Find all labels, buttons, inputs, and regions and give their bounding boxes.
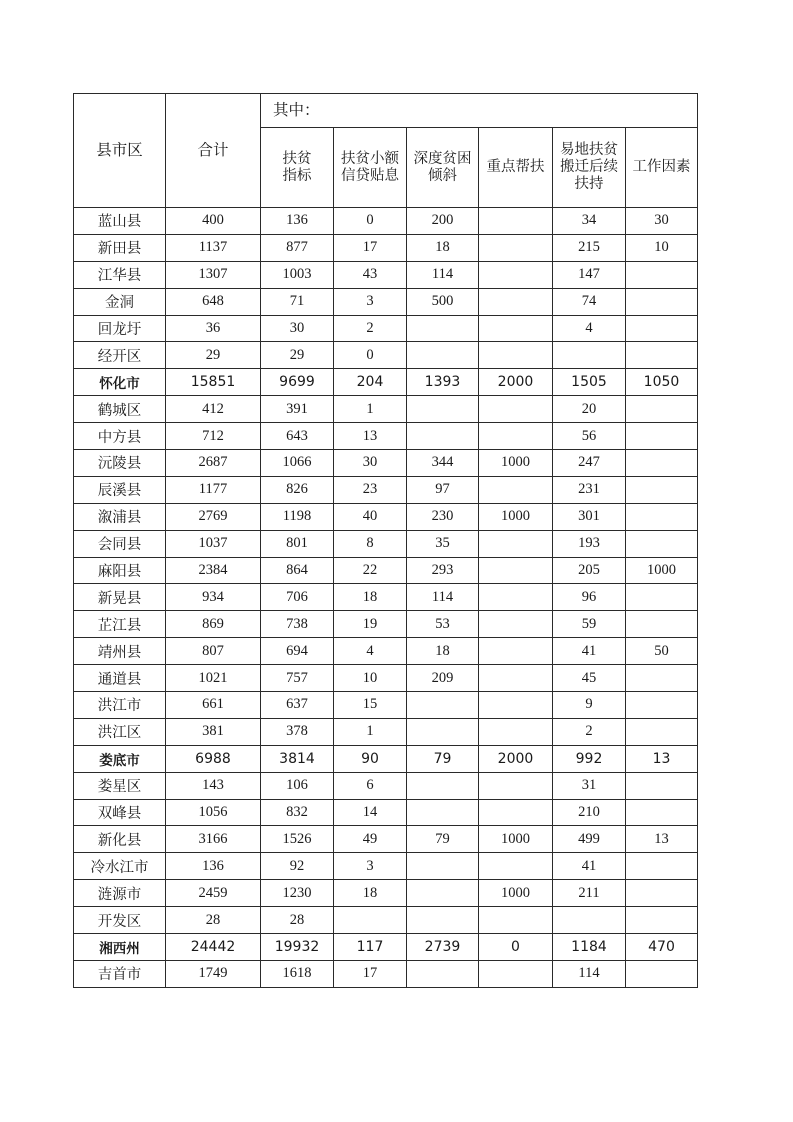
header-region: 县市区 bbox=[74, 94, 166, 208]
header-col-microcredit-subsidy: 扶贫小额 信贷贴息 bbox=[334, 128, 407, 208]
cell-key-assistance bbox=[479, 530, 553, 557]
table-row bbox=[74, 692, 698, 719]
cell-work-factor: 13 bbox=[626, 826, 698, 853]
table-row bbox=[74, 718, 698, 745]
cell-region: 靖州县 bbox=[74, 638, 166, 665]
cell-region: 江华县 bbox=[74, 261, 166, 288]
cell-relocation-support: 301 bbox=[553, 503, 626, 530]
cell-work-factor bbox=[626, 530, 698, 557]
cell-work-factor bbox=[626, 772, 698, 799]
table-row bbox=[74, 772, 698, 799]
cell-region: 新田县 bbox=[74, 234, 166, 261]
cell-poverty-quota: 706 bbox=[261, 584, 334, 611]
cell-deep-poverty: 35 bbox=[407, 530, 479, 557]
cell-microcredit-subsidy: 49 bbox=[334, 826, 407, 853]
table-row bbox=[74, 208, 698, 235]
table-row bbox=[74, 423, 698, 450]
cell-poverty-quota: 738 bbox=[261, 611, 334, 638]
cell-poverty-quota: 1198 bbox=[261, 503, 334, 530]
cell-poverty-quota: 864 bbox=[261, 557, 334, 584]
cell-key-assistance: 0 bbox=[479, 934, 553, 961]
cell-total: 807 bbox=[166, 638, 261, 665]
cell-total: 143 bbox=[166, 772, 261, 799]
cell-deep-poverty bbox=[407, 880, 479, 907]
cell-relocation-support: 2 bbox=[553, 718, 626, 745]
cell-work-factor bbox=[626, 907, 698, 934]
cell-region: 开发区 bbox=[74, 907, 166, 934]
cell-poverty-quota: 643 bbox=[261, 423, 334, 450]
header-total: 合计 bbox=[166, 94, 261, 208]
cell-poverty-quota: 92 bbox=[261, 853, 334, 880]
table-row bbox=[74, 557, 698, 584]
cell-microcredit-subsidy: 15 bbox=[334, 692, 407, 719]
cell-work-factor bbox=[626, 880, 698, 907]
table-row bbox=[74, 799, 698, 826]
cell-microcredit-subsidy: 19 bbox=[334, 611, 407, 638]
cell-deep-poverty bbox=[407, 396, 479, 423]
cell-relocation-support: 114 bbox=[553, 960, 626, 987]
cell-work-factor bbox=[626, 665, 698, 692]
cell-work-factor bbox=[626, 342, 698, 369]
cell-work-factor bbox=[626, 503, 698, 530]
cell-key-assistance bbox=[479, 261, 553, 288]
table-row bbox=[74, 450, 698, 477]
cell-relocation-support: 211 bbox=[553, 880, 626, 907]
cell-total: 400 bbox=[166, 208, 261, 235]
cell-microcredit-subsidy: 90 bbox=[334, 745, 407, 772]
cell-microcredit-subsidy: 13 bbox=[334, 423, 407, 450]
cell-microcredit-subsidy: 1 bbox=[334, 396, 407, 423]
cell-relocation-support bbox=[553, 342, 626, 369]
cell-key-assistance bbox=[479, 423, 553, 450]
cell-poverty-quota: 30 bbox=[261, 315, 334, 342]
cell-deep-poverty: 1393 bbox=[407, 369, 479, 396]
header-of-which: 其中： bbox=[261, 94, 698, 128]
cell-region: 经开区 bbox=[74, 342, 166, 369]
cell-microcredit-subsidy: 18 bbox=[334, 880, 407, 907]
cell-work-factor: 50 bbox=[626, 638, 698, 665]
cell-key-assistance bbox=[479, 611, 553, 638]
cell-relocation-support: 499 bbox=[553, 826, 626, 853]
cell-relocation-support: 205 bbox=[553, 557, 626, 584]
cell-microcredit-subsidy: 30 bbox=[334, 450, 407, 477]
cell-region: 湘西州 bbox=[74, 934, 166, 961]
cell-work-factor: 470 bbox=[626, 934, 698, 961]
cell-work-factor: 1050 bbox=[626, 369, 698, 396]
cell-relocation-support: 96 bbox=[553, 584, 626, 611]
cell-key-assistance bbox=[479, 584, 553, 611]
table-row bbox=[74, 665, 698, 692]
cell-microcredit-subsidy: 3 bbox=[334, 288, 407, 315]
cell-relocation-support: 247 bbox=[553, 450, 626, 477]
cell-key-assistance: 1000 bbox=[479, 450, 553, 477]
cell-relocation-support: 4 bbox=[553, 315, 626, 342]
cell-total: 28 bbox=[166, 907, 261, 934]
header-col-work-factor: 工作因素 bbox=[626, 128, 698, 208]
table-row bbox=[74, 261, 698, 288]
cell-deep-poverty: 200 bbox=[407, 208, 479, 235]
cell-poverty-quota: 832 bbox=[261, 799, 334, 826]
cell-relocation-support: 210 bbox=[553, 799, 626, 826]
cell-region: 芷江县 bbox=[74, 611, 166, 638]
cell-microcredit-subsidy: 204 bbox=[334, 369, 407, 396]
cell-work-factor: 10 bbox=[626, 234, 698, 261]
table-row bbox=[74, 342, 698, 369]
cell-key-assistance bbox=[479, 557, 553, 584]
cell-relocation-support: 59 bbox=[553, 611, 626, 638]
cell-poverty-quota: 637 bbox=[261, 692, 334, 719]
cell-key-assistance: 1000 bbox=[479, 503, 553, 530]
cell-region: 麻阳县 bbox=[74, 557, 166, 584]
cell-deep-poverty: 97 bbox=[407, 476, 479, 503]
cell-work-factor bbox=[626, 476, 698, 503]
cell-microcredit-subsidy: 14 bbox=[334, 799, 407, 826]
cell-total: 3166 bbox=[166, 826, 261, 853]
cell-deep-poverty: 344 bbox=[407, 450, 479, 477]
header-col-key-assistance: 重点帮扶 bbox=[479, 128, 553, 208]
cell-microcredit-subsidy: 6 bbox=[334, 772, 407, 799]
table-row bbox=[74, 584, 698, 611]
cell-microcredit-subsidy: 8 bbox=[334, 530, 407, 557]
table-row bbox=[74, 288, 698, 315]
cell-deep-poverty: 53 bbox=[407, 611, 479, 638]
cell-total: 1749 bbox=[166, 960, 261, 987]
cell-work-factor bbox=[626, 718, 698, 745]
cell-total: 2687 bbox=[166, 450, 261, 477]
cell-key-assistance bbox=[479, 665, 553, 692]
cell-total: 24442 bbox=[166, 934, 261, 961]
cell-region: 新晃县 bbox=[74, 584, 166, 611]
cell-deep-poverty: 230 bbox=[407, 503, 479, 530]
cell-poverty-quota: 29 bbox=[261, 342, 334, 369]
cell-work-factor bbox=[626, 423, 698, 450]
cell-work-factor bbox=[626, 261, 698, 288]
cell-total: 1137 bbox=[166, 234, 261, 261]
cell-poverty-quota: 9699 bbox=[261, 369, 334, 396]
cell-region: 鹤城区 bbox=[74, 396, 166, 423]
cell-deep-poverty bbox=[407, 853, 479, 880]
cell-total: 381 bbox=[166, 718, 261, 745]
cell-total: 661 bbox=[166, 692, 261, 719]
table-row bbox=[74, 880, 698, 907]
cell-microcredit-subsidy: 23 bbox=[334, 476, 407, 503]
cell-total: 2769 bbox=[166, 503, 261, 530]
cell-microcredit-subsidy: 4 bbox=[334, 638, 407, 665]
cell-region: 蓝山县 bbox=[74, 208, 166, 235]
cell-poverty-quota: 801 bbox=[261, 530, 334, 557]
cell-relocation-support bbox=[553, 907, 626, 934]
cell-microcredit-subsidy: 17 bbox=[334, 234, 407, 261]
cell-poverty-quota: 378 bbox=[261, 718, 334, 745]
cell-total: 2384 bbox=[166, 557, 261, 584]
table-row bbox=[74, 396, 698, 423]
cell-poverty-quota: 1003 bbox=[261, 261, 334, 288]
cell-poverty-quota: 1230 bbox=[261, 880, 334, 907]
cell-poverty-quota: 826 bbox=[261, 476, 334, 503]
cell-total: 1021 bbox=[166, 665, 261, 692]
cell-deep-poverty bbox=[407, 960, 479, 987]
cell-key-assistance bbox=[479, 234, 553, 261]
cell-work-factor bbox=[626, 450, 698, 477]
cell-work-factor bbox=[626, 611, 698, 638]
cell-total: 1056 bbox=[166, 799, 261, 826]
cell-poverty-quota: 28 bbox=[261, 907, 334, 934]
cell-work-factor bbox=[626, 584, 698, 611]
cell-poverty-quota: 136 bbox=[261, 208, 334, 235]
cell-total: 648 bbox=[166, 288, 261, 315]
cell-deep-poverty: 18 bbox=[407, 234, 479, 261]
cell-key-assistance: 1000 bbox=[479, 826, 553, 853]
cell-total: 712 bbox=[166, 423, 261, 450]
cell-key-assistance bbox=[479, 315, 553, 342]
header-col-deep-poverty: 深度贫困 倾斜 bbox=[407, 128, 479, 208]
cell-region: 金洞 bbox=[74, 288, 166, 315]
table-row bbox=[74, 476, 698, 503]
cell-total: 1177 bbox=[166, 476, 261, 503]
cell-relocation-support: 1505 bbox=[553, 369, 626, 396]
cell-region: 娄底市 bbox=[74, 745, 166, 772]
cell-relocation-support: 215 bbox=[553, 234, 626, 261]
cell-relocation-support: 992 bbox=[553, 745, 626, 772]
cell-work-factor bbox=[626, 315, 698, 342]
cell-key-assistance: 1000 bbox=[479, 880, 553, 907]
cell-total: 1037 bbox=[166, 530, 261, 557]
table-row bbox=[74, 853, 698, 880]
cell-key-assistance bbox=[479, 772, 553, 799]
cell-total: 15851 bbox=[166, 369, 261, 396]
cell-relocation-support: 41 bbox=[553, 853, 626, 880]
header-col-relocation-support: 易地扶贫 搬迁后续 扶持 bbox=[553, 128, 626, 208]
cell-total: 1307 bbox=[166, 261, 261, 288]
cell-relocation-support: 41 bbox=[553, 638, 626, 665]
cell-region: 怀化市 bbox=[74, 369, 166, 396]
table-row bbox=[74, 638, 698, 665]
cell-key-assistance bbox=[479, 960, 553, 987]
cell-key-assistance bbox=[479, 476, 553, 503]
cell-deep-poverty bbox=[407, 315, 479, 342]
cell-deep-poverty bbox=[407, 423, 479, 450]
cell-key-assistance: 2000 bbox=[479, 369, 553, 396]
cell-work-factor: 1000 bbox=[626, 557, 698, 584]
cell-deep-poverty bbox=[407, 799, 479, 826]
cell-region: 吉首市 bbox=[74, 960, 166, 987]
cell-deep-poverty: 293 bbox=[407, 557, 479, 584]
cell-deep-poverty bbox=[407, 907, 479, 934]
cell-region: 双峰县 bbox=[74, 799, 166, 826]
cell-key-assistance bbox=[479, 907, 553, 934]
cell-total: 869 bbox=[166, 611, 261, 638]
cell-key-assistance: 2000 bbox=[479, 745, 553, 772]
cell-poverty-quota: 3814 bbox=[261, 745, 334, 772]
cell-key-assistance bbox=[479, 718, 553, 745]
cell-work-factor: 13 bbox=[626, 745, 698, 772]
cell-region: 洪江区 bbox=[74, 718, 166, 745]
table-row bbox=[74, 826, 698, 853]
cell-total: 36 bbox=[166, 315, 261, 342]
cell-poverty-quota: 694 bbox=[261, 638, 334, 665]
cell-region: 回龙圩 bbox=[74, 315, 166, 342]
cell-poverty-quota: 391 bbox=[261, 396, 334, 423]
cell-relocation-support: 9 bbox=[553, 692, 626, 719]
cell-key-assistance bbox=[479, 853, 553, 880]
cell-relocation-support: 31 bbox=[553, 772, 626, 799]
cell-relocation-support: 1184 bbox=[553, 934, 626, 961]
cell-region: 中方县 bbox=[74, 423, 166, 450]
cell-microcredit-subsidy: 0 bbox=[334, 342, 407, 369]
cell-poverty-quota: 106 bbox=[261, 772, 334, 799]
cell-poverty-quota: 71 bbox=[261, 288, 334, 315]
cell-deep-poverty: 114 bbox=[407, 584, 479, 611]
cell-microcredit-subsidy: 17 bbox=[334, 960, 407, 987]
cell-poverty-quota: 1066 bbox=[261, 450, 334, 477]
cell-microcredit-subsidy: 10 bbox=[334, 665, 407, 692]
cell-relocation-support: 147 bbox=[553, 261, 626, 288]
cell-deep-poverty: 18 bbox=[407, 638, 479, 665]
cell-key-assistance bbox=[479, 288, 553, 315]
cell-key-assistance bbox=[479, 396, 553, 423]
cell-deep-poverty bbox=[407, 772, 479, 799]
cell-microcredit-subsidy: 43 bbox=[334, 261, 407, 288]
cell-total: 29 bbox=[166, 342, 261, 369]
table-row bbox=[74, 907, 698, 934]
cell-region: 涟源市 bbox=[74, 880, 166, 907]
cell-key-assistance bbox=[479, 692, 553, 719]
cell-deep-poverty bbox=[407, 718, 479, 745]
cell-poverty-quota: 1618 bbox=[261, 960, 334, 987]
cell-deep-poverty: 79 bbox=[407, 745, 479, 772]
cell-deep-poverty: 2739 bbox=[407, 934, 479, 961]
cell-total: 2459 bbox=[166, 880, 261, 907]
table-row bbox=[74, 530, 698, 557]
cell-key-assistance bbox=[479, 208, 553, 235]
cell-work-factor: 30 bbox=[626, 208, 698, 235]
cell-total: 136 bbox=[166, 853, 261, 880]
cell-microcredit-subsidy: 22 bbox=[334, 557, 407, 584]
table-row-subtotal bbox=[74, 369, 698, 396]
cell-work-factor bbox=[626, 692, 698, 719]
cell-work-factor bbox=[626, 799, 698, 826]
table-row bbox=[74, 503, 698, 530]
table-row bbox=[74, 234, 698, 261]
cell-microcredit-subsidy: 2 bbox=[334, 315, 407, 342]
cell-microcredit-subsidy bbox=[334, 907, 407, 934]
cell-relocation-support: 193 bbox=[553, 530, 626, 557]
cell-microcredit-subsidy: 3 bbox=[334, 853, 407, 880]
cell-key-assistance bbox=[479, 638, 553, 665]
cell-poverty-quota: 877 bbox=[261, 234, 334, 261]
cell-relocation-support: 20 bbox=[553, 396, 626, 423]
table-row bbox=[74, 960, 698, 987]
cell-region: 沅陵县 bbox=[74, 450, 166, 477]
cell-deep-poverty: 500 bbox=[407, 288, 479, 315]
cell-relocation-support: 34 bbox=[553, 208, 626, 235]
cell-poverty-quota: 757 bbox=[261, 665, 334, 692]
cell-microcredit-subsidy: 40 bbox=[334, 503, 407, 530]
cell-region: 新化县 bbox=[74, 826, 166, 853]
cell-deep-poverty: 114 bbox=[407, 261, 479, 288]
cell-relocation-support: 231 bbox=[553, 476, 626, 503]
cell-total: 6988 bbox=[166, 745, 261, 772]
cell-microcredit-subsidy: 18 bbox=[334, 584, 407, 611]
cell-relocation-support: 56 bbox=[553, 423, 626, 450]
header-col-poverty-quota: 扶贫 指标 bbox=[261, 128, 334, 208]
allocation-table bbox=[73, 93, 698, 988]
cell-relocation-support: 74 bbox=[553, 288, 626, 315]
cell-microcredit-subsidy: 0 bbox=[334, 208, 407, 235]
cell-region: 会同县 bbox=[74, 530, 166, 557]
cell-work-factor bbox=[626, 396, 698, 423]
cell-work-factor bbox=[626, 960, 698, 987]
table-row-subtotal bbox=[74, 745, 698, 772]
cell-deep-poverty bbox=[407, 692, 479, 719]
cell-key-assistance bbox=[479, 799, 553, 826]
cell-work-factor bbox=[626, 288, 698, 315]
table-row-subtotal bbox=[74, 934, 698, 961]
cell-region: 通道县 bbox=[74, 665, 166, 692]
cell-deep-poverty: 79 bbox=[407, 826, 479, 853]
cell-deep-poverty: 209 bbox=[407, 665, 479, 692]
cell-poverty-quota: 1526 bbox=[261, 826, 334, 853]
cell-region: 洪江市 bbox=[74, 692, 166, 719]
cell-key-assistance bbox=[479, 342, 553, 369]
cell-region: 冷水江市 bbox=[74, 853, 166, 880]
table-body bbox=[74, 208, 698, 988]
cell-poverty-quota: 19932 bbox=[261, 934, 334, 961]
cell-region: 娄星区 bbox=[74, 772, 166, 799]
cell-relocation-support: 45 bbox=[553, 665, 626, 692]
cell-deep-poverty bbox=[407, 342, 479, 369]
cell-region: 辰溪县 bbox=[74, 476, 166, 503]
cell-work-factor bbox=[626, 853, 698, 880]
cell-total: 412 bbox=[166, 396, 261, 423]
table-row bbox=[74, 315, 698, 342]
cell-microcredit-subsidy: 117 bbox=[334, 934, 407, 961]
cell-total: 934 bbox=[166, 584, 261, 611]
cell-region: 溆浦县 bbox=[74, 503, 166, 530]
table-row bbox=[74, 611, 698, 638]
cell-microcredit-subsidy: 1 bbox=[334, 718, 407, 745]
